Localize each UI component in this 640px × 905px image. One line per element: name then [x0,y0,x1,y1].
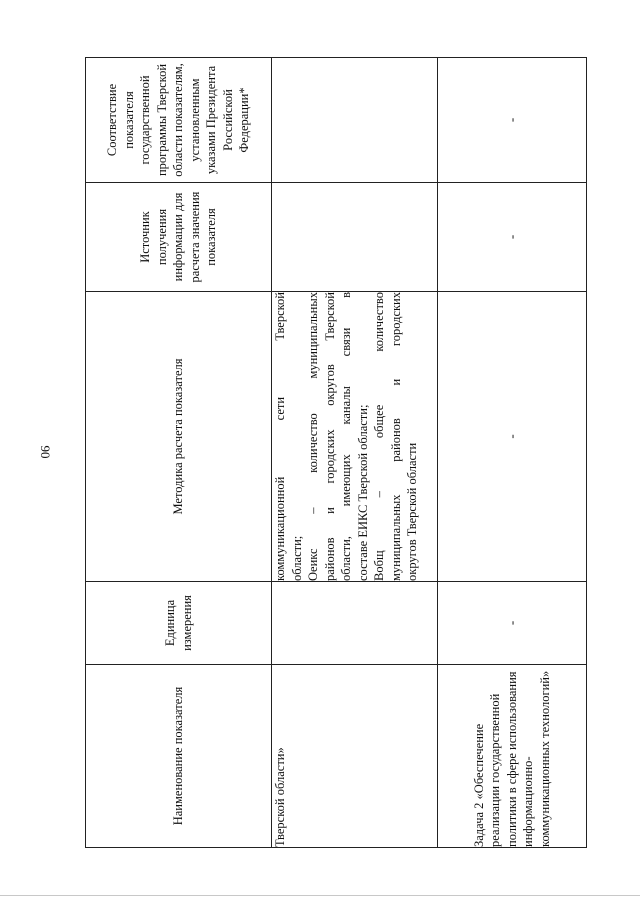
row1-method [272,292,438,582]
indicators-table [85,57,587,848]
page-number: 90 [38,445,53,459]
header-compliance: Соответствие показателя государственной программы Тверской области показателям, установленным указами Президента Российской Федерации* [86,58,272,183]
row2-source: - [438,183,587,292]
row1-source [272,183,438,292]
method-line: округов Тверской области [405,442,419,581]
method-line: области; [289,535,304,581]
method-line: коммуникационной сети Тверской [273,292,287,581]
rotated-table-container [85,58,583,848]
header-method: Методика расчета показателя [86,292,272,582]
header-unit: Единица измерения [86,582,272,665]
method-line: районов и городских округов Тверской [322,292,337,581]
row2-unit: - [438,582,587,665]
method-line: составе ЕИКС Тверской области; [355,404,370,581]
method-line: Оеикс – количество муниципальных [306,292,320,581]
row2-indicator-name: Задача 2 «Обеспечение реализации государственной политики в сфере использования информационно-коммуникационных технологий» [438,665,587,848]
row2-compliance: - [438,58,587,183]
row2-method: - [438,292,587,582]
header-source: Источник получения информации для расчета значения показателя [86,183,272,292]
row1-indicator-name: Тверской области» [272,665,438,848]
method-line: области, имеющих каналы связи в [339,292,353,581]
table-row [438,58,587,848]
table-header-row [86,58,272,848]
method-line: муниципальных районов и городских [388,292,403,581]
row1-compliance [272,58,438,183]
scan-artifact-line [0,895,640,896]
header-indicator-name: Наименование показателя [86,665,272,848]
method-line: Вобщ – общее количество [372,292,386,581]
table-row [272,58,438,848]
row1-unit [272,582,438,665]
